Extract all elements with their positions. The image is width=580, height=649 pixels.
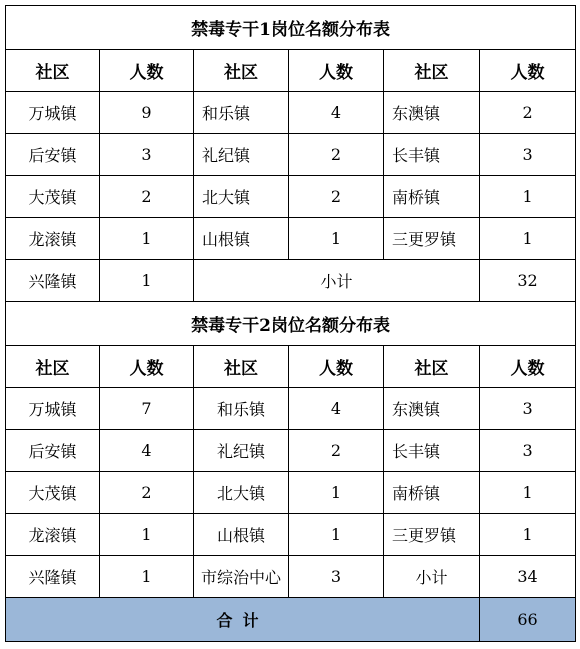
table-row [6, 176, 576, 218]
count-cell: 3 [480, 134, 576, 176]
column-header: 社区 [6, 50, 100, 92]
community-cell: 北大镇 [194, 176, 289, 218]
table-row [6, 260, 576, 302]
column-header: 社区 [6, 346, 100, 388]
grand-total-value: 66 [480, 598, 576, 642]
column-header: 人数 [289, 50, 384, 92]
table2-title: 禁毒专干2岗位名额分布表 [6, 302, 576, 346]
table-row [6, 218, 576, 260]
count-cell: 1 [480, 176, 576, 218]
count-cell: 7 [100, 388, 194, 430]
table-row [6, 556, 576, 598]
count-cell: 1 [289, 218, 384, 260]
community-cell: 东澳镇 [384, 92, 480, 134]
count-cell: 2 [289, 134, 384, 176]
community-cell: 南桥镇 [384, 472, 480, 514]
document-page [5, 5, 576, 642]
community-cell: 礼纪镇 [194, 430, 289, 472]
count-cell: 3 [289, 556, 384, 598]
count-cell: 1 [480, 514, 576, 556]
table2-header-row [6, 346, 576, 388]
community-cell: 万城镇 [6, 388, 100, 430]
table-row [6, 472, 576, 514]
count-cell: 3 [480, 430, 576, 472]
community-cell: 兴隆镇 [6, 260, 100, 302]
count-cell: 3 [480, 388, 576, 430]
grand-total-label: 合计 [6, 598, 480, 642]
count-cell: 1 [100, 218, 194, 260]
column-header: 社区 [384, 50, 480, 92]
community-cell: 后安镇 [6, 134, 100, 176]
count-cell: 4 [289, 92, 384, 134]
community-cell: 大茂镇 [6, 176, 100, 218]
community-cell: 万城镇 [6, 92, 100, 134]
column-header: 社区 [194, 50, 289, 92]
table-row [6, 514, 576, 556]
community-cell: 山根镇 [194, 514, 289, 556]
count-cell: 4 [100, 430, 194, 472]
count-cell: 9 [100, 92, 194, 134]
count-cell: 1 [289, 472, 384, 514]
subtotal-label: 小计 [384, 556, 480, 598]
community-cell: 大茂镇 [6, 472, 100, 514]
count-cell: 1 [289, 514, 384, 556]
table1-header-row [6, 50, 576, 92]
community-cell: 长丰镇 [384, 134, 480, 176]
subtotal-label: 小计 [194, 260, 480, 302]
count-cell: 4 [289, 388, 384, 430]
community-cell: 龙滚镇 [6, 514, 100, 556]
table-row [6, 92, 576, 134]
community-cell: 山根镇 [194, 218, 289, 260]
count-cell: 2 [100, 472, 194, 514]
table1-title: 禁毒专干1岗位名额分布表 [6, 6, 576, 50]
quota-distribution-table [5, 5, 576, 642]
community-cell: 三更罗镇 [384, 514, 480, 556]
community-cell: 和乐镇 [194, 92, 289, 134]
subtotal-value: 34 [480, 556, 576, 598]
community-cell: 后安镇 [6, 430, 100, 472]
community-cell: 礼纪镇 [194, 134, 289, 176]
table-row [6, 388, 576, 430]
column-header: 人数 [100, 346, 194, 388]
community-cell: 和乐镇 [194, 388, 289, 430]
count-cell: 1 [100, 514, 194, 556]
table2-title-row [6, 302, 576, 346]
count-cell: 2 [480, 92, 576, 134]
grand-total-row [6, 598, 576, 642]
community-cell: 兴隆镇 [6, 556, 100, 598]
community-cell: 东澳镇 [384, 388, 480, 430]
column-header: 社区 [194, 346, 289, 388]
column-header: 人数 [480, 50, 576, 92]
column-header: 人数 [480, 346, 576, 388]
count-cell: 2 [100, 176, 194, 218]
count-cell: 1 [480, 218, 576, 260]
community-cell: 长丰镇 [384, 430, 480, 472]
column-header: 社区 [384, 346, 480, 388]
count-cell: 2 [289, 176, 384, 218]
table-row [6, 134, 576, 176]
count-cell: 2 [289, 430, 384, 472]
community-cell: 三更罗镇 [384, 218, 480, 260]
table1-title-row [6, 6, 576, 50]
count-cell: 1 [100, 556, 194, 598]
count-cell: 1 [480, 472, 576, 514]
community-cell: 市综治中心 [194, 556, 289, 598]
count-cell: 3 [100, 134, 194, 176]
community-cell: 北大镇 [194, 472, 289, 514]
count-cell: 1 [100, 260, 194, 302]
column-header: 人数 [289, 346, 384, 388]
subtotal-value: 32 [480, 260, 576, 302]
column-header: 人数 [100, 50, 194, 92]
table-row [6, 430, 576, 472]
community-cell: 龙滚镇 [6, 218, 100, 260]
community-cell: 南桥镇 [384, 176, 480, 218]
